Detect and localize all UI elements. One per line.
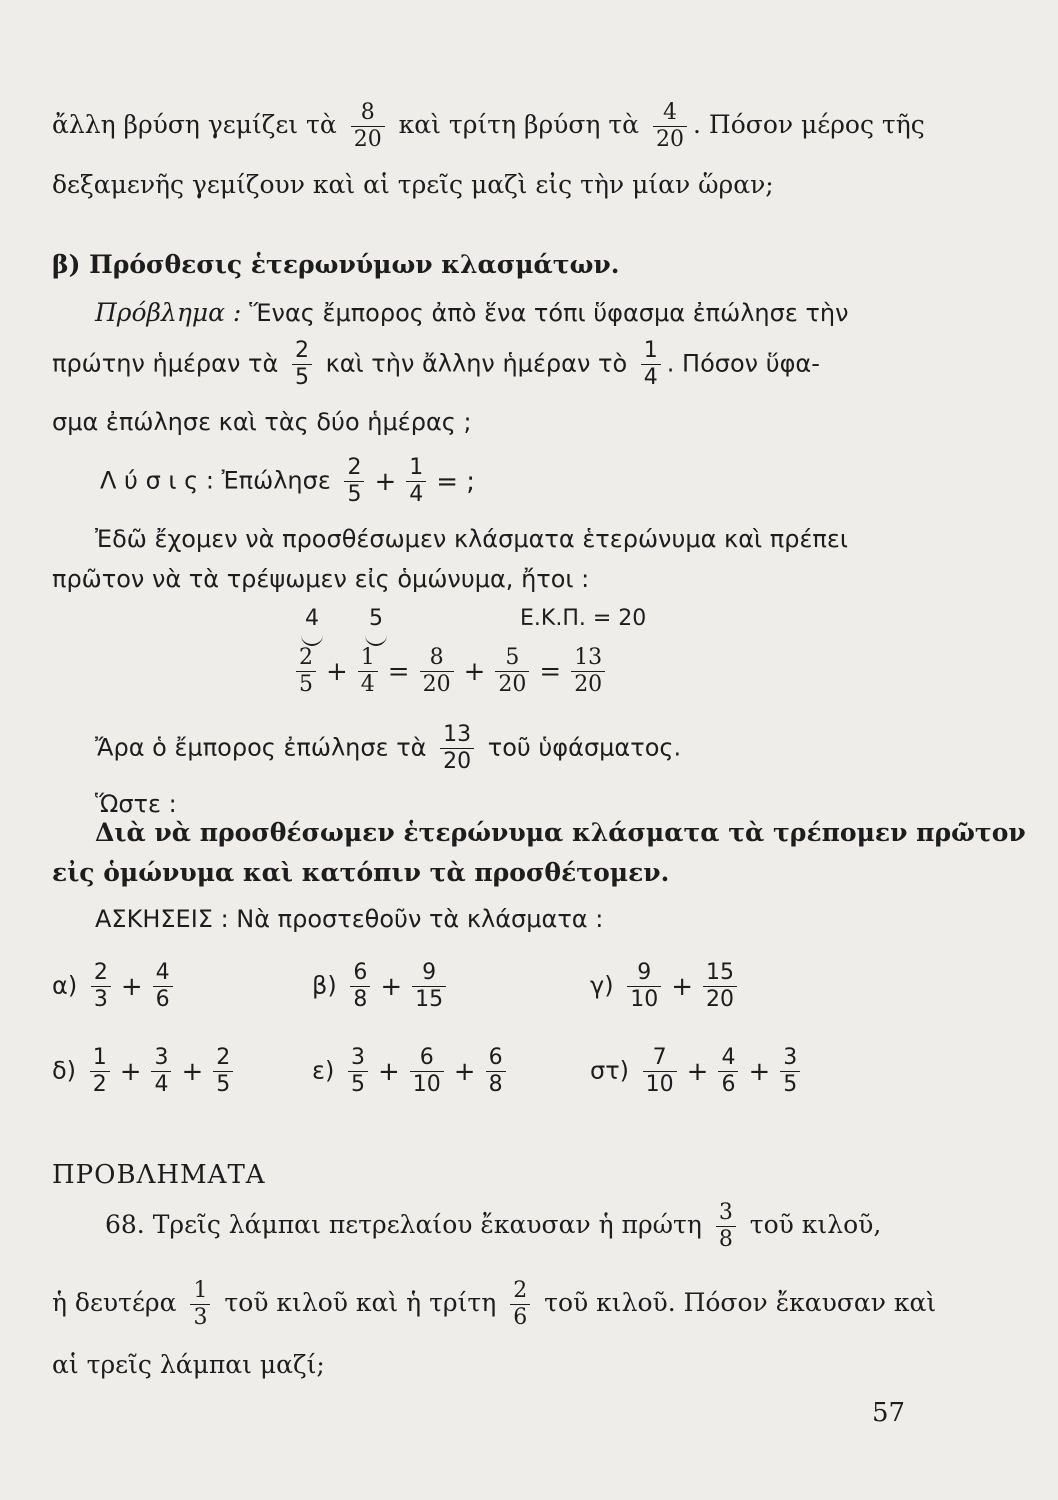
- fraction: [495, 645, 529, 698]
- problem-line-2: [52, 338, 820, 391]
- denominator: 5: [780, 1071, 800, 1098]
- section-title: β) Πρόσθεσις ἑτερωνύμων κλασμάτων.: [52, 250, 620, 279]
- denominator: 10: [627, 986, 661, 1013]
- numerator: 1: [409, 455, 424, 480]
- problem-68-text-c: ἡ δευτέρα: [52, 1288, 177, 1317]
- plus-sign: +: [374, 466, 397, 497]
- denominator: 5: [344, 481, 364, 508]
- fraction: [406, 455, 426, 508]
- numerator: 2: [216, 1045, 231, 1070]
- denominator: 6: [718, 1071, 738, 1098]
- problem-text-2c: . Πόσον ὕφα-: [666, 349, 820, 378]
- numerator: 4: [155, 960, 170, 985]
- problem-label: Πρόβλημα :: [95, 298, 242, 327]
- fraction: [90, 1045, 110, 1098]
- numerator: 6: [353, 960, 368, 985]
- numerator: 15: [706, 960, 735, 985]
- problems-title: ΠΡΟΒΛΗΜΑΤΑ: [52, 1160, 266, 1190]
- numerator: 4: [663, 100, 678, 125]
- fraction: [153, 960, 173, 1013]
- plus-sign: +: [671, 971, 694, 1002]
- plus-sign: +: [453, 1056, 476, 1087]
- exercise-label: γ): [590, 971, 614, 1000]
- fraction: [296, 645, 316, 698]
- exercise-d: [52, 1045, 239, 1098]
- fraction: [718, 1045, 738, 1098]
- fraction: [350, 960, 370, 1013]
- numerator: 7: [652, 1045, 667, 1070]
- hoste-label: Ὥστε :: [95, 790, 177, 818]
- numerator: 1: [193, 1278, 208, 1303]
- numerator: 3: [350, 1045, 365, 1070]
- fraction: [627, 960, 661, 1013]
- denominator: 5: [348, 1071, 368, 1098]
- denominator: 20: [351, 126, 385, 153]
- fraction: [780, 1045, 800, 1098]
- numerator: 5: [505, 645, 520, 670]
- denominator: 3: [91, 986, 111, 1013]
- fraction: [653, 100, 687, 153]
- denominator: 8: [716, 1226, 736, 1253]
- numerator: 1: [92, 1045, 107, 1070]
- fraction: [91, 960, 111, 1013]
- fraction: [344, 455, 364, 508]
- problem-line-1: [95, 298, 849, 328]
- numerator: 3: [783, 1045, 798, 1070]
- fraction: [703, 960, 737, 1013]
- fraction: [190, 1278, 210, 1331]
- fraction: [440, 722, 474, 775]
- numerator: 9: [422, 960, 437, 985]
- fraction: [716, 1200, 736, 1253]
- denominator: 4: [641, 364, 661, 391]
- fraction: [486, 1045, 506, 1098]
- fraction: [151, 1045, 171, 1098]
- plus-sign: +: [748, 1056, 771, 1087]
- denominator: 20: [440, 748, 474, 775]
- denominator: 3: [190, 1304, 210, 1331]
- problem-68-text-d: τοῦ κιλοῦ καὶ ἡ τρίτη: [224, 1288, 497, 1317]
- plus-sign: +: [686, 1056, 709, 1087]
- problem-68-line-3: αἱ τρεῖς λάμπαι μαζί;: [52, 1350, 325, 1379]
- exercise-label: στ): [590, 1056, 630, 1085]
- fraction: [643, 1045, 677, 1098]
- exercise-label: β): [312, 971, 337, 1000]
- exercise-c: [590, 960, 743, 1013]
- equals-sign: = ;: [436, 466, 476, 497]
- denominator: 20: [495, 671, 529, 698]
- solution-line: [100, 455, 479, 508]
- fraction: [348, 1045, 368, 1098]
- explanation-line-1: Ἐδῶ ἔχομεν νὰ προσθέσωμεν κλάσματα ἑτερώνυμα καὶ πρέπει: [95, 525, 848, 553]
- denominator: 6: [510, 1304, 530, 1331]
- plus-sign: +: [120, 971, 143, 1002]
- exercises-title: ΑΣΚΗΣΕΙΣ : Νὰ προστεθοῦν τὰ κλάσματα :: [95, 905, 604, 933]
- plus-sign: +: [463, 656, 486, 687]
- numerator: 1: [643, 338, 658, 363]
- lcm-label: Ε.Κ.Π. = 20: [520, 606, 647, 631]
- multiplier-2: 5: [369, 606, 383, 631]
- numerator: 8: [360, 100, 375, 125]
- explanation-line-2: πρῶτον νὰ τὰ τρέψωμεν εἰς ὁμώνυμα, ἤτοι :: [52, 565, 590, 593]
- multiplier-1: 4: [305, 606, 319, 631]
- result-line: [95, 722, 681, 775]
- fraction: [358, 645, 378, 698]
- denominator: 8: [350, 986, 370, 1013]
- denominator: 2: [90, 1071, 110, 1098]
- page-number: 57: [872, 1398, 906, 1428]
- denominator: 5: [292, 364, 312, 391]
- solution-text: Ἐπώλησε: [221, 466, 331, 495]
- numerator: 2: [294, 338, 309, 363]
- denominator: 20: [420, 671, 454, 698]
- numerator: 4: [721, 1045, 736, 1070]
- numerator: 6: [419, 1045, 434, 1070]
- solution-label: Λ ύ σ ι ς :: [100, 466, 214, 495]
- problem-text-2b: καὶ τὴν ἄλλην ἡμέραν τὸ: [325, 349, 628, 378]
- denominator: 10: [410, 1071, 444, 1098]
- result-text-a: Ἄρα ὁ ἔμπορος ἐπώλησε τὰ: [95, 733, 427, 762]
- numerator: 6: [488, 1045, 503, 1070]
- plus-sign: +: [181, 1056, 204, 1087]
- intro-line-1: [52, 100, 925, 153]
- equals-sign: =: [387, 656, 410, 687]
- denominator: 4: [151, 1071, 171, 1098]
- problem-text-2a: πρώτην ἡμέραν τὰ: [52, 349, 279, 378]
- plus-sign: +: [377, 1056, 400, 1087]
- denominator: 20: [653, 126, 687, 153]
- problem-line-3: σμα ἐπώλησε καὶ τὰς δύο ἡμέρας ;: [52, 408, 472, 436]
- result-text-b: τοῦ ὑφάσματος.: [487, 733, 682, 762]
- exercise-label: α): [52, 971, 78, 1000]
- fraction: [292, 338, 312, 391]
- calc-equation: [290, 645, 611, 698]
- denominator: 6: [153, 986, 173, 1013]
- numerator: 9: [637, 960, 652, 985]
- numerator: 2: [347, 455, 362, 480]
- denominator: 15: [412, 986, 446, 1013]
- numerator: 3: [718, 1200, 733, 1225]
- intro-text-b: καὶ τρίτη βρύση τὰ: [398, 110, 640, 139]
- numerator: 8: [429, 645, 444, 670]
- fraction: [510, 1278, 530, 1331]
- denominator: 10: [643, 1071, 677, 1098]
- exercise-f: [590, 1045, 806, 1098]
- fraction: [410, 1045, 444, 1098]
- numerator: 13: [574, 645, 603, 670]
- intro-text-a: ἄλλη βρύση γεμίζει τὰ: [52, 110, 337, 139]
- plus-sign: +: [119, 1056, 142, 1087]
- problem-68-text-a: 68. Τρεῖς λάμπαι πετρελαίου ἔκαυσαν ἡ πρώτη: [105, 1210, 702, 1239]
- intro-line-2: δεξαμενῆς γεμίζουν καὶ αἱ τρεῖς μαζὶ εἰς τὴν μίαν ὥραν;: [52, 170, 774, 199]
- problem-text-1: Ἕνας ἔμπορος ἀπὸ ἕνα τόπι ὕφασμα ἐπώλησε τὴν: [249, 299, 849, 327]
- exercise-label: δ): [52, 1056, 77, 1085]
- fraction: [571, 645, 605, 698]
- denominator: 4: [406, 481, 426, 508]
- fraction: [420, 645, 454, 698]
- denominator: 20: [703, 986, 737, 1013]
- denominator: 4: [358, 671, 378, 698]
- plus-sign: +: [326, 656, 348, 687]
- rule-line-2: εἰς ὁμώνυμα καὶ κατόπιν τὰ προσθέτομεν.: [52, 858, 670, 887]
- problem-68-line-1: [105, 1200, 881, 1253]
- problem-68-line-2: [52, 1278, 936, 1331]
- fraction: [213, 1045, 233, 1098]
- denominator: 20: [571, 671, 605, 698]
- fraction: [641, 338, 661, 391]
- problem-68-text-b: τοῦ κιλοῦ,: [749, 1210, 882, 1239]
- intro-text-c: . Πόσον μέρος τῆς: [693, 110, 925, 139]
- denominator: 8: [486, 1071, 506, 1098]
- exercise-label: ε): [312, 1056, 335, 1085]
- numerator: 3: [154, 1045, 169, 1070]
- numerator: 13: [443, 722, 472, 747]
- fraction: [412, 960, 446, 1013]
- equals-sign: =: [539, 656, 562, 687]
- fraction: [351, 100, 385, 153]
- numerator: 2: [299, 645, 313, 670]
- problem-68-text-e: τοῦ κιλοῦ. Πόσον ἔκαυσαν καὶ: [544, 1288, 937, 1317]
- numerator: 2: [93, 960, 108, 985]
- exercise-e: [312, 1045, 512, 1098]
- exercise-a: [52, 960, 179, 1013]
- rule-line-1: Διὰ νὰ προσθέσωμεν ἑτερώνυμα κλάσματα τὰ τρέπομεν πρῶτον: [95, 818, 1026, 847]
- numerator: 1: [360, 645, 375, 670]
- denominator: 5: [213, 1071, 233, 1098]
- numerator: 2: [513, 1278, 528, 1303]
- plus-sign: +: [380, 971, 403, 1002]
- denominator: 5: [296, 671, 316, 698]
- exercise-b: [312, 960, 452, 1013]
